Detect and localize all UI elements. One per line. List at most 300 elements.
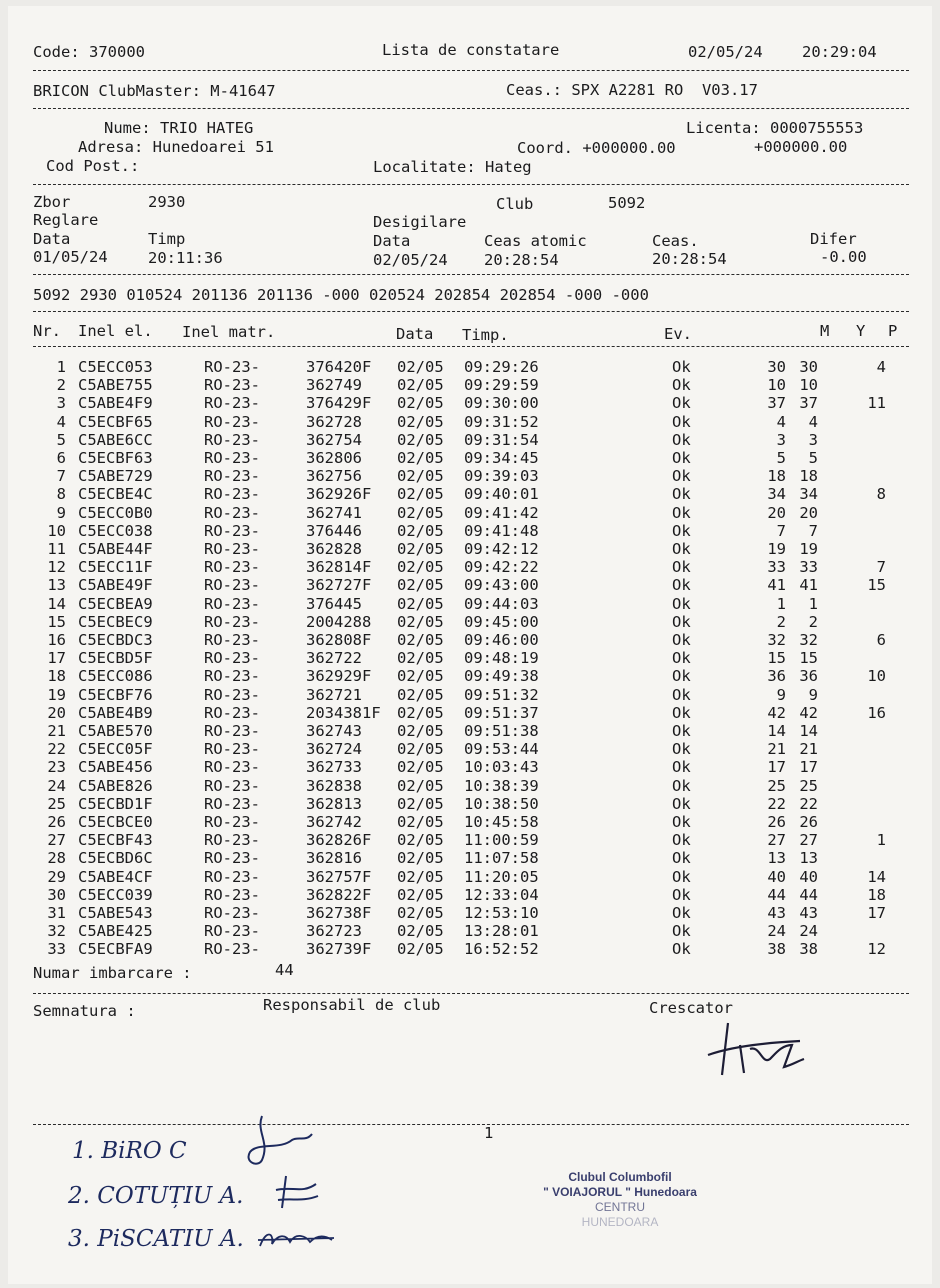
reglare-time: 20:11:36 [148,249,223,267]
cell-y: 5 [808,449,818,467]
cell-time: 11:20:05 [464,867,539,886]
cell-el: C5ECBEC9 [78,612,153,631]
cell-y: 13 [799,849,818,868]
cell-p: 14 [867,867,886,886]
cell-y: 4 [808,412,818,431]
cell-matr: 2034381F [306,703,381,722]
cell-matr: 362814F [306,558,372,577]
handwritten-name-2: 2. COTUȚIU A. [68,1183,244,1209]
cell-el: C5ABE456 [78,758,153,777]
cell-el: C5ECC086 [78,667,153,686]
cell-matr: 362822F [306,885,372,904]
cell-ev: Ok [672,758,691,777]
cell-m: 5 [776,449,786,467]
cell-ev: Ok [672,594,691,613]
cell-pre: RO-23- [204,503,260,522]
cell-nr: 27 [47,831,66,850]
cell-pre: RO-23- [204,631,260,649]
stamp-line-3: CENTRU [595,1200,645,1214]
cell-el: C5ABE826 [78,776,153,795]
club-responsible-label: Responsabil de club [263,996,441,1014]
cell-matr: 362741 [306,503,362,522]
cell-date: 02/05 [397,667,444,686]
cell-pre: RO-23- [204,904,260,922]
cell-pre: RO-23- [204,594,260,613]
cell-time: 12:33:04 [464,885,539,904]
cell-y: 37 [799,394,818,413]
table-row [0,904,940,922]
cell-ev: Ok [672,394,691,413]
cell-m: 43 [767,904,786,922]
cell-date: 02/05 [397,467,444,486]
cell-date: 02/05 [397,576,444,595]
clock-time: 20:28:54 [652,250,727,268]
cell-pre: RO-23- [204,376,260,395]
cell-p: 15 [867,576,886,595]
cell-matr: 362727F [306,576,372,595]
cell-pre: RO-23- [204,576,260,595]
cell-matr: 362808F [306,631,372,649]
cell-matr: 362926F [306,485,372,504]
clock-time-label: Ceas. [652,232,699,250]
table-row [0,413,940,431]
cell-ev: Ok [672,449,691,467]
cell-y: 17 [799,758,818,777]
cell-nr: 2 [56,376,66,395]
cell-time: 09:30:00 [464,394,539,413]
table-row [0,886,940,904]
cell-ev: Ok [672,831,691,850]
signature-label: Semnatura : [33,1002,136,1020]
table-row [0,831,940,849]
cell-el: C5ECC0B0 [78,503,153,522]
cell-matr: 362826F [306,831,372,850]
cell-p: 1 [876,831,886,850]
cell-ev: Ok [672,503,691,522]
cell-pre: RO-23- [204,776,260,795]
cell-m: 2 [776,612,786,631]
cell-p: 7 [876,558,886,577]
cell-nr: 28 [47,849,66,868]
cell-el: C5ABE543 [78,904,153,922]
cell-nr: 6 [56,449,66,467]
cell-y: 7 [808,521,818,540]
divider [33,70,909,71]
cell-ev: Ok [672,430,691,449]
postal-code: Cod Post.: [46,157,140,175]
cell-el: C5ECC05F [78,740,153,759]
cell-el: C5ABE755 [78,376,153,395]
table-row [0,467,940,485]
cell-m: 44 [767,885,786,904]
divider [33,1124,909,1125]
cell-pre: RO-23- [204,430,260,449]
cell-el: C5ECBF76 [78,685,153,704]
cell-pre: RO-23- [204,485,260,504]
cell-matr: 362806 [306,449,362,467]
cell-time: 09:51:38 [464,722,539,740]
cell-matr: 362929F [306,667,372,686]
cell-matr: 362724 [306,740,362,759]
cell-m: 30 [767,358,786,376]
cell-time: 10:03:43 [464,758,539,777]
col-nr: Nr. [33,322,61,340]
cell-y: 41 [799,576,818,595]
cell-y: 18 [799,467,818,486]
cell-time: 10:38:39 [464,776,539,795]
cell-date: 02/05 [397,449,444,467]
cell-y: 19 [799,540,818,558]
cell-time: 11:00:59 [464,831,539,850]
cell-time: 09:42:12 [464,540,539,558]
cell-matr: 362816 [306,849,362,868]
cell-date: 02/05 [397,849,444,868]
cell-matr: 362728 [306,412,362,431]
cell-el: C5ECBFA9 [78,940,153,959]
cell-matr: 362722 [306,649,362,668]
cell-m: 20 [767,503,786,522]
cell-pre: RO-23- [204,813,260,831]
table-row [0,431,940,449]
cell-ev: Ok [672,922,691,941]
cell-date: 02/05 [397,358,444,376]
col-inel-matr: Inel matr. [182,323,276,341]
col-inel-el: Inel el. [78,322,153,340]
cell-matr: 362742 [306,813,362,831]
difference-value: -0.00 [820,248,867,266]
cell-el: C5ECBDC3 [78,631,153,649]
cell-time: 09:45:00 [464,612,539,631]
cell-pre: RO-23- [204,449,260,467]
cell-ev: Ok [672,631,691,649]
cell-pre: RO-23- [204,758,260,777]
cell-date: 02/05 [397,922,444,941]
table-row [0,686,940,704]
cell-pre: RO-23- [204,558,260,577]
stamp-line-1: Clubul Columbofil [568,1170,672,1184]
cell-m: 37 [767,394,786,413]
handwritten-name-1: 1. BiRO C [72,1138,187,1164]
device-label: BRICON ClubMaster: M-41647 [33,82,276,100]
cell-ev: Ok [672,612,691,631]
document-title: Lista de constatare [382,41,560,59]
cell-nr: 25 [47,794,66,813]
cell-m: 21 [767,740,786,759]
cell-date: 02/05 [397,831,444,850]
cell-date: 02/05 [397,540,444,558]
cell-pre: RO-23- [204,722,260,740]
cell-nr: 32 [47,922,66,941]
cell-date: 02/05 [397,867,444,886]
zbor-value: 2930 [148,193,186,211]
cell-y: 21 [799,740,818,759]
table-row [0,394,940,412]
cell-time: 09:40:01 [464,485,539,504]
cell-m: 40 [767,867,786,886]
cell-y: 20 [799,503,818,522]
cell-y: 9 [808,685,818,704]
cell-time: 16:52:52 [464,940,539,959]
cell-ev: Ok [672,904,691,922]
cell-pre: RO-23- [204,612,260,631]
difference-label: Difer [810,230,857,248]
cell-matr: 362723 [306,922,362,941]
table-row [0,558,940,576]
cell-nr: 7 [56,467,66,486]
divider [33,184,909,185]
handwritten-signature-1 [236,1112,316,1172]
cell-pre: RO-23- [204,740,260,759]
cell-date: 02/05 [397,758,444,777]
cell-time: 10:45:58 [464,813,539,831]
cell-time: 12:53:10 [464,904,539,922]
table-row [0,522,940,540]
cell-matr: 362721 [306,685,362,704]
cell-date: 02/05 [397,813,444,831]
cell-matr: 362739F [306,940,372,959]
cell-el: C5ECBEA9 [78,594,153,613]
cell-p: 10 [867,667,886,686]
cell-pre: RO-23- [204,794,260,813]
cell-m: 9 [776,685,786,704]
cell-y: 2 [808,612,818,631]
cell-y: 44 [799,885,818,904]
cell-m: 1 [776,594,786,613]
cell-time: 09:44:03 [464,594,539,613]
cell-m: 10 [767,376,786,395]
cell-date: 02/05 [397,394,444,413]
coordinates: Coord. +000000.00 [517,139,676,157]
cell-date: 02/05 [397,631,444,649]
cell-nr: 8 [56,485,66,504]
reglare-time-label: Timp [148,230,186,248]
table-row [0,649,940,667]
cell-ev: Ok [672,703,691,722]
atomic-time: 20:28:54 [484,251,559,269]
cell-pre: RO-23- [204,849,260,868]
cell-ev: Ok [672,376,691,395]
table-row [0,613,940,631]
cell-nr: 1 [56,358,66,376]
cell-date: 02/05 [397,612,444,631]
table-row [0,704,940,722]
cell-m: 15 [767,649,786,668]
atomic-clock-label: Ceas atomic [484,232,587,250]
cell-y: 34 [799,485,818,504]
cell-el: C5ABE729 [78,467,153,486]
cell-p: 17 [867,904,886,922]
cell-m: 25 [767,776,786,795]
cell-matr: 362756 [306,467,362,486]
cell-nr: 20 [47,703,66,722]
cell-nr: 30 [47,885,66,904]
desigilare-label: Desigilare [373,213,467,231]
cell-m: 4 [776,412,786,431]
cell-pre: RO-23- [204,922,260,941]
cell-time: 09:41:48 [464,521,539,540]
cell-y: 38 [799,940,818,959]
cell-m: 41 [767,576,786,595]
cell-nr: 3 [56,394,66,413]
table-row [0,376,940,394]
col-m: M [820,322,830,340]
cell-y: 22 [799,794,818,813]
cell-pre: RO-23- [204,685,260,704]
cell-y: 14 [799,722,818,740]
cell-m: 13 [767,849,786,868]
cell-m: 33 [767,558,786,577]
reglare-label: Reglare [33,211,99,229]
license: Licenta: 0000755553 [686,119,864,137]
cell-m: 27 [767,831,786,850]
cell-matr: 362828 [306,540,362,558]
cell-nr: 14 [47,594,66,613]
table-row [0,740,940,758]
summary-code-line: 5092 2930 010524 201136 201136 -000 020524 202854 202854 -000 -000 [33,286,649,304]
table-row [0,922,940,940]
col-p: P [888,322,898,340]
cell-time: 09:29:26 [464,358,539,376]
cell-date: 02/05 [397,703,444,722]
cell-pre: RO-23- [204,885,260,904]
cell-nr: 24 [47,776,66,795]
cell-time: 09:51:32 [464,685,539,704]
cell-pre: RO-23- [204,649,260,668]
cell-m: 42 [767,703,786,722]
table-row [0,813,940,831]
cell-m: 17 [767,758,786,777]
cell-nr: 23 [47,758,66,777]
cell-time: 09:39:03 [464,467,539,486]
cell-y: 40 [799,867,818,886]
cell-m: 32 [767,631,786,649]
cell-date: 02/05 [397,794,444,813]
cell-p: 6 [876,631,886,649]
zbor-label: Zbor [33,193,71,211]
cell-ev: Ok [672,467,691,486]
cell-nr: 4 [56,412,66,431]
cell-m: 3 [776,430,786,449]
cell-matr: 362813 [306,794,362,813]
cell-ev: Ok [672,794,691,813]
cell-pre: RO-23- [204,521,260,540]
cell-ev: Ok [672,813,691,831]
stamp-line-2: " VOIAJORUL " Hunedoara [543,1185,697,1199]
cell-pre: RO-23- [204,703,260,722]
code-label: Code: 370000 [33,43,145,61]
cell-el: C5ABE4F9 [78,394,153,413]
cell-nr: 12 [47,558,66,577]
cell-date: 02/05 [397,740,444,759]
cell-nr: 21 [47,722,66,740]
cell-pre: RO-23- [204,867,260,886]
cell-time: 09:49:38 [464,667,539,686]
table-row [0,667,940,685]
cell-time: 11:07:58 [464,849,539,868]
cell-ev: Ok [672,722,691,740]
table-row [0,358,940,376]
cell-time: 09:46:00 [464,631,539,649]
cell-matr: 376445 [306,594,362,613]
cell-y: 26 [799,813,818,831]
cell-time: 13:28:01 [464,922,539,941]
cell-date: 02/05 [397,594,444,613]
table-row [0,777,940,795]
handwritten-signature-2 [272,1172,322,1212]
cell-el: C5ABE570 [78,722,153,740]
cell-m: 7 [776,521,786,540]
cell-date: 02/05 [397,521,444,540]
divider [33,108,909,109]
cell-ev: Ok [672,412,691,431]
cell-pre: RO-23- [204,540,260,558]
cell-ev: Ok [672,867,691,886]
breeder-label: Crescator [649,999,733,1017]
col-y: Y [856,322,866,340]
table-row [0,940,940,958]
cell-matr: 2004288 [306,612,372,631]
table-row [0,722,940,740]
cell-nr: 9 [56,503,66,522]
cell-time: 09:34:45 [464,449,539,467]
cell-matr: 376446 [306,521,362,540]
cell-p: 11 [867,394,886,413]
cell-time: 10:38:50 [464,794,539,813]
cell-nr: 22 [47,740,66,759]
cell-el: C5ECBF43 [78,831,153,850]
cell-ev: Ok [672,358,691,376]
clock-label: Ceas.: SPX A2281 RO V03.17 [506,81,758,99]
cell-p: 12 [867,940,886,959]
cell-m: 22 [767,794,786,813]
cell-date: 02/05 [397,485,444,504]
cell-nr: 26 [47,813,66,831]
cell-time: 09:51:37 [464,703,539,722]
cell-matr: 362749 [306,376,362,395]
locality: Localitate: Hateg [373,158,532,176]
cell-date: 02/05 [397,885,444,904]
cell-y: 36 [799,667,818,686]
cell-matr: 376420F [306,358,372,376]
breeder-signature [700,1015,820,1085]
handwritten-name-3: 3. PiSCATIU A. [68,1226,244,1252]
table-row [0,795,940,813]
cell-ev: Ok [672,540,691,558]
cell-el: C5ECBF65 [78,412,153,431]
cell-pre: RO-23- [204,831,260,850]
cell-nr: 11 [47,540,66,558]
cell-nr: 13 [47,576,66,595]
cell-date: 02/05 [397,430,444,449]
cell-y: 1 [808,594,818,613]
cell-el: C5ABE4CF [78,867,153,886]
cell-pre: RO-23- [204,940,260,959]
cell-el: C5ECC053 [78,358,153,376]
cell-date: 02/05 [397,776,444,795]
cell-ev: Ok [672,740,691,759]
cell-y: 42 [799,703,818,722]
cell-m: 34 [767,485,786,504]
reglare-date: 01/05/24 [33,248,108,266]
cell-el: C5ECBD5F [78,649,153,668]
cell-pre: RO-23- [204,467,260,486]
cell-ev: Ok [672,667,691,686]
cell-date: 02/05 [397,940,444,959]
table-row [0,595,940,613]
cell-m: 36 [767,667,786,686]
cell-nr: 29 [47,867,66,886]
col-ev: Ev. [664,325,692,343]
